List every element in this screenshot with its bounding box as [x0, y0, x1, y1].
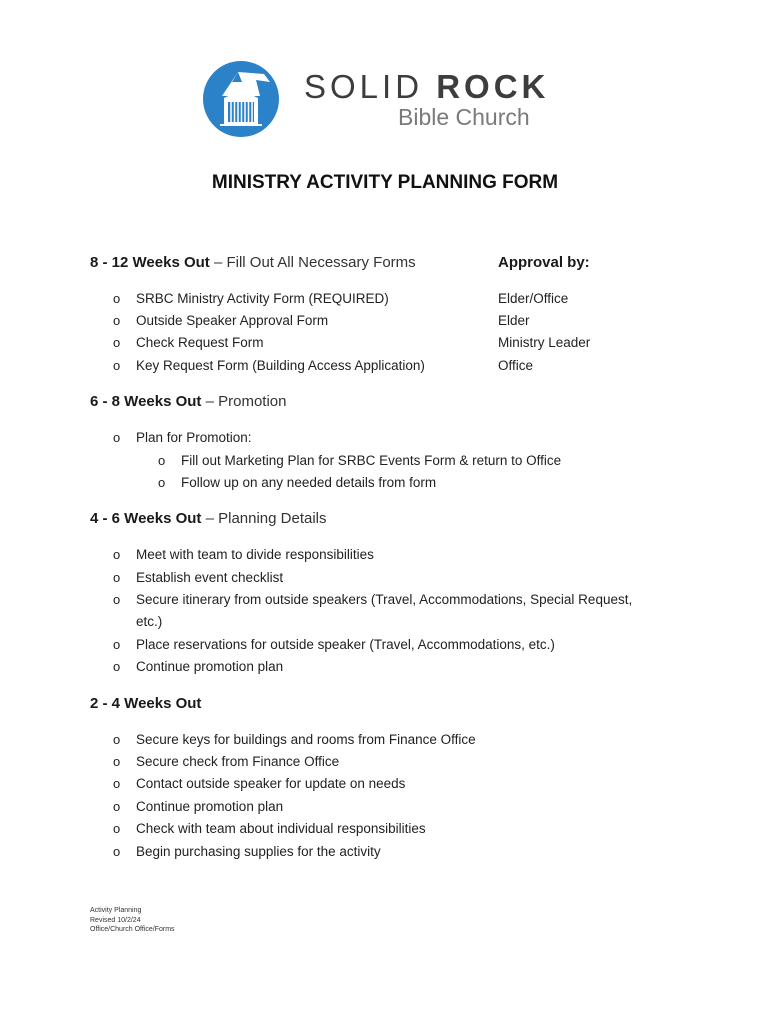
sub-list-item: Fill out Marketing Plan for SRBC Events Form & return to Office	[181, 453, 562, 468]
footer-line: Office/Church Office/Forms	[90, 926, 175, 933]
list-item: Check with team about individual responsibilities	[136, 821, 426, 836]
list-item: Secure check from Finance Office	[136, 754, 340, 769]
section-8-12-weeks-heading: 8 - 12 Weeks Out – Fill Out All Necessary Forms	[90, 254, 416, 271]
bullet: o	[113, 754, 121, 769]
list-item: Secure itinerary from outside speakers (Travel, Accommodations, Special Request,	[136, 592, 633, 607]
footer-line: Revised 10/2/24	[90, 916, 141, 924]
document-footer	[90, 906, 175, 935]
page-title: MINISTRY ACTIVITY PLANNING FORM	[211, 172, 559, 193]
list-item: Plan for Promotion:	[136, 430, 252, 445]
list-item: Meet with team to divide responsibilities	[136, 547, 374, 562]
approval-value: Office	[498, 358, 534, 373]
bullet: o	[113, 821, 121, 836]
sub-bullet: o	[158, 475, 166, 490]
approval-by-heading: Approval by:	[498, 254, 590, 271]
bullet: o	[113, 430, 121, 445]
church-logo-icon	[202, 60, 280, 138]
list-item: Establish event checklist	[136, 570, 284, 585]
list-item: Place reservations for outside speaker (Travel, Accommodations, etc.)	[136, 637, 555, 652]
list-item: Secure keys for buildings and rooms from Finance Office	[136, 732, 476, 747]
bullet: o	[113, 592, 121, 607]
section-4-6-weeks-heading: 4 - 6 Weeks Out – Planning Details	[90, 510, 327, 527]
church-logo	[202, 60, 562, 140]
bullet: o	[113, 358, 121, 373]
bullet: o	[113, 844, 121, 859]
list-item: Contact outside speaker for update on needs	[136, 776, 406, 791]
list-item-continuation: etc.)	[136, 614, 163, 629]
bullet: o	[113, 547, 121, 562]
section-2-4-weeks-heading: 2 - 4 Weeks Out	[90, 695, 202, 712]
sub-list-item: Follow up on any needed details from form	[181, 475, 437, 490]
bullet: o	[113, 637, 121, 652]
sub-bullet: o	[158, 453, 166, 468]
logo-wordmark: SOLID ROCK	[304, 68, 550, 105]
approval-value: Ministry Leader	[498, 335, 591, 350]
list-item: Continue promotion plan	[136, 799, 284, 814]
bullet: o	[113, 335, 121, 350]
list-item: Check Request Form	[136, 335, 264, 350]
list-item: Key Request Form (Building Access Application)	[136, 358, 425, 373]
bullet: o	[113, 313, 121, 328]
bullet: o	[113, 776, 121, 791]
bullet: o	[113, 570, 121, 585]
approval-value: Elder	[498, 313, 530, 328]
logo-tagline: Bible Church	[398, 104, 530, 130]
list-item: Outside Speaker Approval Form	[136, 313, 329, 328]
approval-value: Elder/Office	[498, 291, 569, 306]
bullet: o	[113, 799, 121, 814]
list-item: Continue promotion plan	[136, 659, 284, 674]
footer-line: Activity Planning	[90, 907, 142, 914]
bullet: o	[113, 659, 121, 674]
bullet: o	[113, 291, 121, 306]
section-6-8-weeks-heading: 6 - 8 Weeks Out – Promotion	[90, 393, 287, 410]
list-item: Begin purchasing supplies for the activity	[136, 844, 381, 859]
bullet: o	[113, 732, 121, 747]
list-item: SRBC Ministry Activity Form (REQUIRED)	[136, 291, 389, 306]
